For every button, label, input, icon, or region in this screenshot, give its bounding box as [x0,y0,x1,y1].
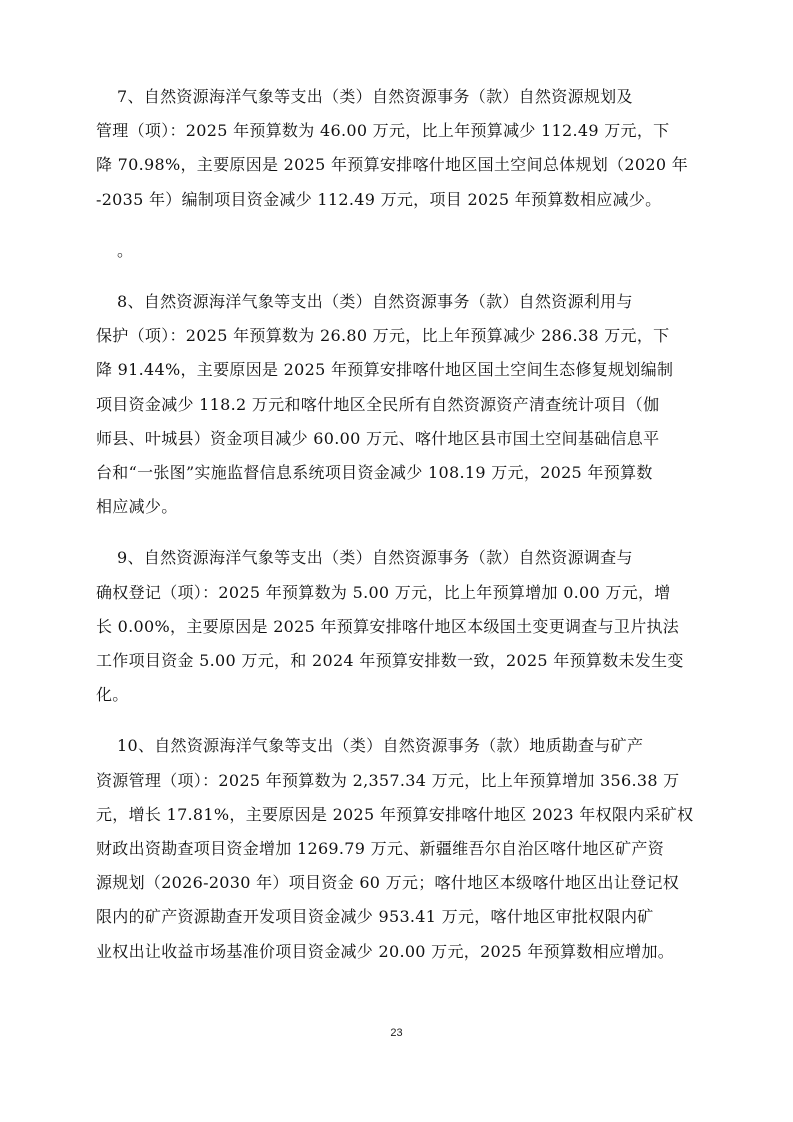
text-line: 财政出资勘查项目资金增加 1269.79 万元、新疆维吾尔自治区喀什地区矿产资 [96,839,665,859]
text-line: 源规划（2026-2030 年）项目资金 60 万元；喀什地区本级喀什地区出让登记权 [96,873,680,893]
text-line: 资源管理（项）：2025 年预算数为 2,357.34 万元，比上年预算增加 356.38 万 [96,770,680,790]
text-line: 。 [117,240,134,260]
text-line: 元，增长 17.81%，主要原因是 2025 年预算安排喀什地区 2023 年权限内采矿权 [96,804,694,824]
paragraph-10 [96,729,698,968]
text-line: 长 0.00%，主要原因是 2025 年预算安排喀什地区本级国土变更调查与卫片执法 [96,616,680,636]
body-text [96,80,698,969]
text-line: 8、自然资源海洋气象等支出（类）自然资源事务（款）自然资源利用与 [117,292,633,312]
text-line: 化。 [96,685,129,705]
text-line: -2035 年）编制项目资金减少 112.49 万元，项目 2025 年预算数相应减少。 [96,189,662,209]
text-line: 项目资金减少 118.2 万元和喀什地区全民所有自然资源资产清查统计项目（伽 [96,394,660,414]
text-line: 台和“一张图”实施监督信息系统项目资金减少 108.19 万元，2025 年预算数 [96,463,653,483]
text-line: 管理（项）：2025 年预算数为 46.00 万元，比上年预算减少 112.49 万元，下 [96,121,670,141]
paragraph-7 [96,80,698,217]
paragraph-circle [96,234,698,268]
text-line: 10、自然资源海洋气象等支出（类）自然资源事务（款）地质勘查与矿产 [117,736,644,756]
text-line: 9、自然资源海洋气象等支出（类）自然资源事务（款）自然资源调查与 [117,548,633,568]
text-line: 降 70.98%，主要原因是 2025 年预算安排喀什地区国土空间总体规划（2020 年 [96,155,688,175]
text-line: 7、自然资源海洋气象等支出（类）自然资源事务（款）自然资源规划及 [117,87,633,106]
text-line: 工作项目资金 5.00 万元，和 2024 年预算安排数一致，2025 年预算数未发生变 [96,651,684,671]
text-line: 师县、叶城县）资金项目减少 60.00 万元、喀什地区县市国土空间基础信息平 [96,428,660,448]
page-number: 23 [390,1027,403,1039]
text-line: 保护（项）：2025 年预算数为 26.80 万元，比上年预算减少 286.38 万元，下 [96,326,670,346]
text-line: 确权登记（项）：2025 年预算数为 5.00 万元，比上年预算增加 0.00 万元，增 [96,582,671,602]
paragraph-9 [96,541,698,712]
text-line: 相应减少。 [96,497,178,517]
text-line: 业权出让收益市场基准价项目资金减少 20.00 万元，2025 年预算数相应增加。 [96,941,675,961]
text-line: 降 91.44%，主要原因是 2025 年预算安排喀什地区国土空间生态修复规划编制 [96,360,674,380]
text-line: 限内的矿产资源勘查开发项目资金减少 953.41 万元，喀什地区审批权限内矿 [96,907,654,927]
paragraph-8 [96,285,698,524]
